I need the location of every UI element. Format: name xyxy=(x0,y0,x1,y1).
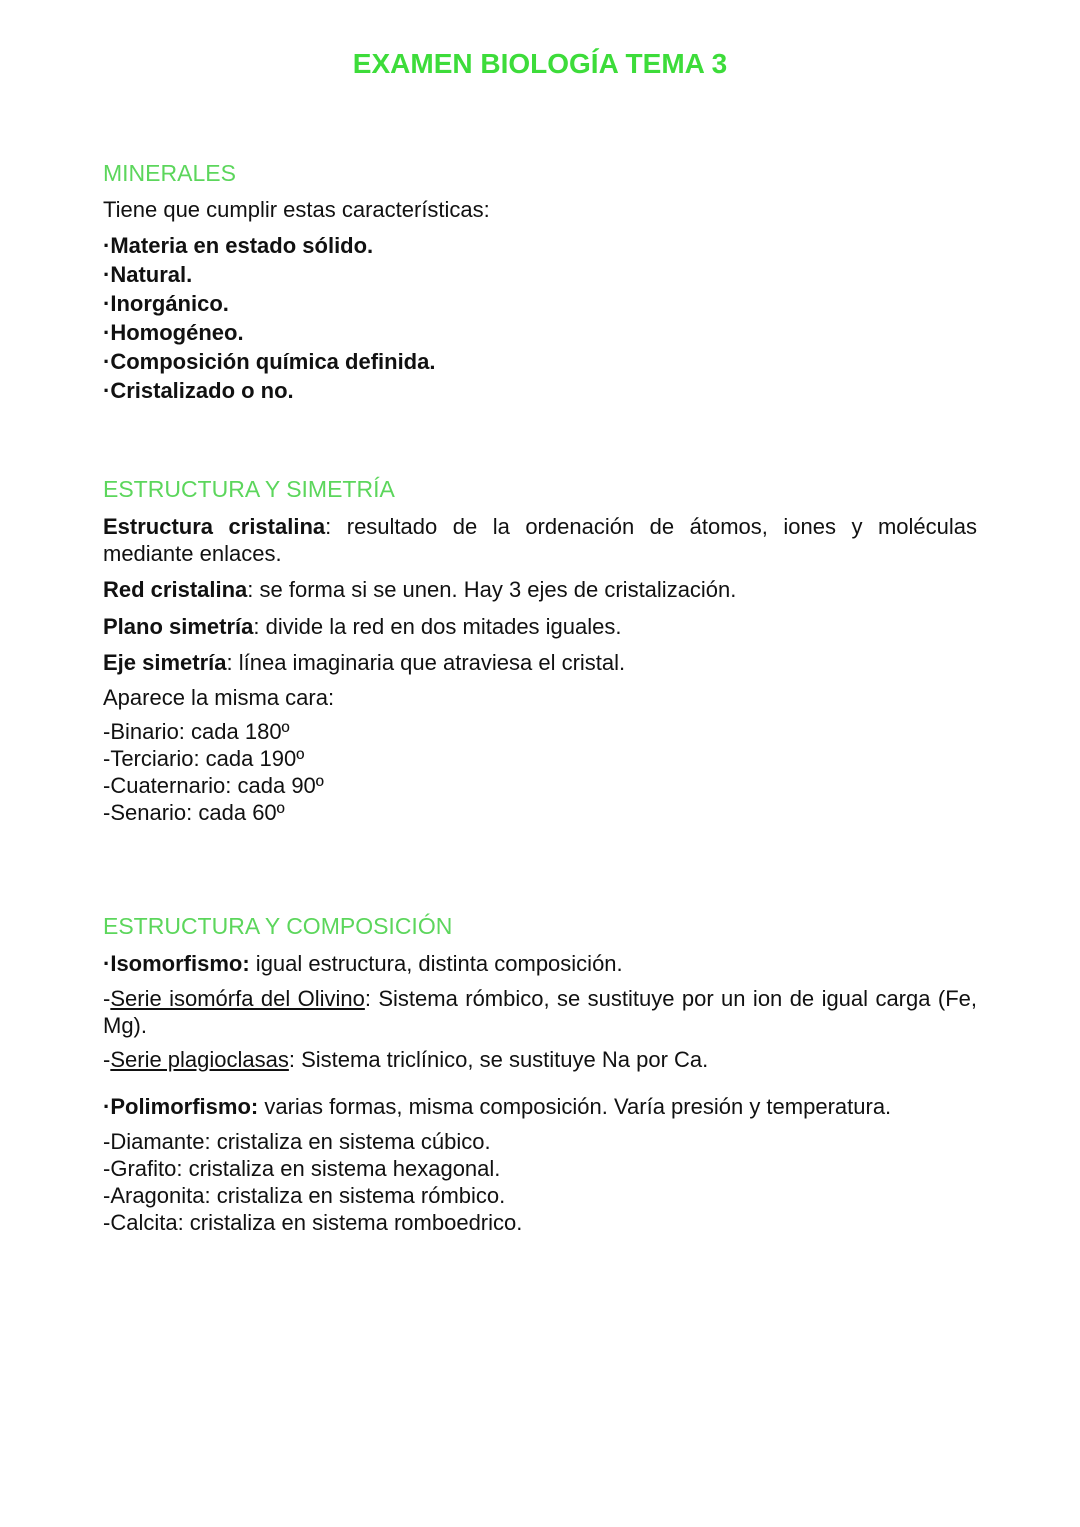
definition-serie-plagioclasas xyxy=(103,1046,977,1073)
dash: - xyxy=(103,986,111,1011)
cara-intro: Aparece la misma cara: xyxy=(103,685,335,710)
list-item: -Senario: cada 60º xyxy=(103,800,285,825)
definition: : resultado de la ordenación de átomos, iones y moléculas mediante enlaces. xyxy=(103,514,978,566)
term: Serie plagioclasas xyxy=(110,1047,289,1072)
list-item: ·Composición química definida. xyxy=(103,349,436,374)
term: Plano simetría xyxy=(103,614,254,639)
definition-polimorfismo xyxy=(103,1093,977,1120)
definition: : línea imaginaria que atraviesa el cristal. xyxy=(226,650,626,675)
definition-eje-simetria xyxy=(103,649,977,676)
list-item: ·Materia en estado sólido. xyxy=(103,233,374,258)
definition-plano-simetria xyxy=(103,613,977,640)
ejes-list xyxy=(103,718,977,826)
list-item: ·Inorgánico. xyxy=(103,291,229,316)
polimorfismo-examples-list xyxy=(103,1128,977,1236)
list-item: -Grafito: cristaliza en sistema hexagonal. xyxy=(103,1156,501,1181)
list-item: -Terciario: cada 190º xyxy=(103,746,305,771)
definition: : divide la red en dos mitades iguales. xyxy=(253,614,622,639)
term: Eje simetría xyxy=(103,650,227,675)
section-heading-composicion: ESTRUCTURA Y COMPOSICIÓN xyxy=(103,913,453,939)
section-heading-simetria: ESTRUCTURA Y SIMETRÍA xyxy=(103,476,395,502)
minerales-intro: Tiene que cumplir estas características: xyxy=(103,197,490,222)
definition: igual estructura, distinta composición. xyxy=(249,951,623,976)
definition-red-cristalina xyxy=(103,576,977,603)
term: Estructura cristalina xyxy=(103,514,326,539)
list-item: -Diamante: cristaliza en sistema cúbico. xyxy=(103,1129,491,1154)
list-item: -Binario: cada 180º xyxy=(103,719,290,744)
definition-estructura-cristalina xyxy=(103,513,977,567)
page-title: EXAMEN BIOLOGÍA TEMA 3 xyxy=(352,48,728,79)
definition: : Sistema rómbico, se sustituye por un ion de igual carga (Fe, Mg). xyxy=(103,986,977,1038)
dash: - xyxy=(103,1047,111,1072)
list-item: -Aragonita: cristaliza en sistema rómbico. xyxy=(103,1183,506,1208)
section-heading-minerales: MINERALES xyxy=(103,160,236,186)
definition: varias formas, misma composición. Varía presión y temperatura. xyxy=(258,1094,892,1119)
definition-isomorfismo xyxy=(103,950,977,977)
definition: : Sistema triclínico, se sustituye Na por Ca. xyxy=(288,1047,709,1072)
term: ·Isomorfismo: xyxy=(103,951,250,976)
list-item: ·Natural. xyxy=(103,262,193,287)
definition: : se forma si se unen. Hay 3 ejes de cristalización. xyxy=(247,577,737,602)
list-item: ·Cristalizado o no. xyxy=(103,378,294,403)
minerales-characteristics-list xyxy=(103,231,977,405)
term: Serie isomórfa del Olivino xyxy=(110,986,365,1011)
list-item: ·Homogéneo. xyxy=(103,320,244,345)
list-item: -Calcita: cristaliza en sistema romboedrico. xyxy=(103,1210,523,1235)
term: ·Polimorfismo: xyxy=(103,1094,259,1119)
list-item: -Cuaternario: cada 90º xyxy=(103,773,324,798)
term: Red cristalina xyxy=(103,577,248,602)
definition-serie-olivino xyxy=(103,985,977,1039)
